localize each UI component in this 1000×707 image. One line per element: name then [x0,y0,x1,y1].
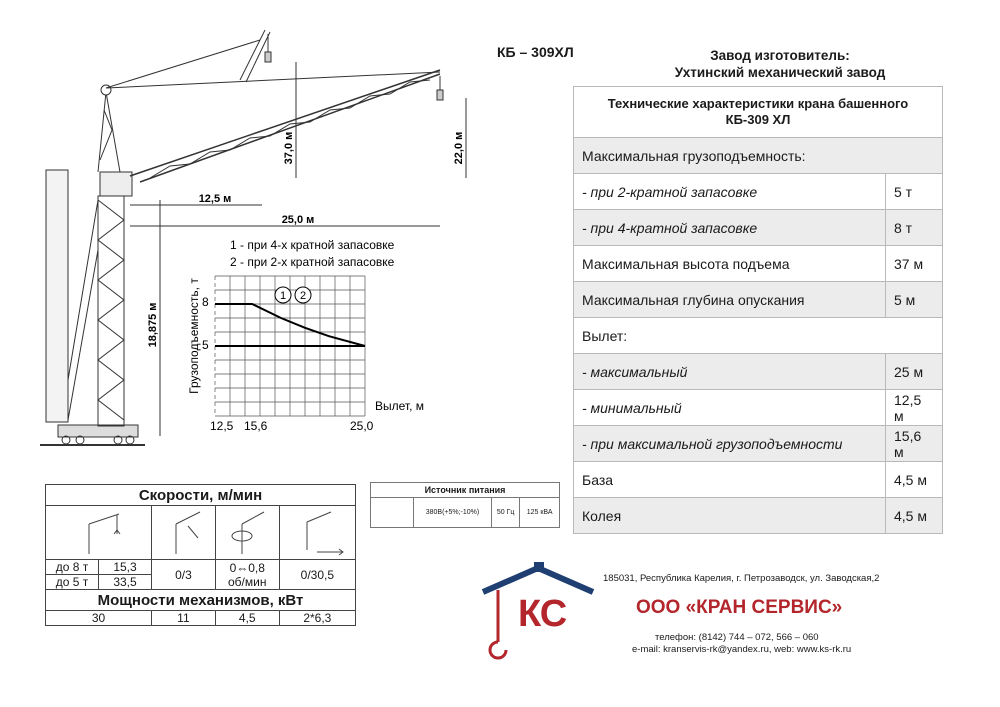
spec-row [574,174,943,210]
speeds-table [45,484,356,626]
spec-row [574,282,943,318]
spec-row-label: Максимальная высота подъема [574,246,886,282]
manufacturer-label: Завод изготовитель: [710,48,850,63]
chart-ytick-8: 8 [202,295,209,309]
company-name: ООО «КРАН СЕРВИС» [636,597,843,618]
spec-row-value: 5 м [886,282,943,318]
spec-row-label: - при максимальной грузоподъемности [574,426,886,462]
power-frequency: 50 Гц [491,498,519,528]
slew-icon [215,506,279,560]
hook-block [437,90,443,100]
power-title: Мощности механизмов, кВт [46,590,356,611]
chart-marker-1: 1 [280,290,287,302]
crane-model-title: КБ – 309ХЛ [497,44,574,60]
spec-row-value: 15,6 м [886,426,943,462]
power-travel: 2*6,3 [279,611,355,626]
ballast-block [46,170,68,422]
hoist-value-8t: 15,3 [99,560,152,575]
cab [100,172,132,196]
spec-row-value: 4,5 м [886,462,943,498]
chart-xlabel: Вылет, м [375,399,424,413]
dim-hook-height: 22,0 м [453,131,465,165]
spec-row [574,354,943,390]
spec-row-label: Колея [574,498,886,534]
spec-row [574,138,943,174]
power-source-table [370,482,560,528]
power-kva: 125 кВА [520,498,560,528]
spec-row-value: 5 т [886,174,943,210]
spec-row-label: Максимальная грузоподъемность: [574,138,943,174]
spec-row-label: - при 4-кратной запасовке [574,210,886,246]
speeds-title: Скорости, м/мин [46,485,356,506]
spec-row [574,426,943,462]
chart-ytick-5: 5 [202,338,209,352]
luff-speed: 0/3 [152,560,216,590]
spec-row-value: 37 м [886,246,943,282]
chart-ylabel: Грузоподъемность, т [187,278,201,394]
hoist-label-8t: до 8 т [46,560,99,575]
spec-row [574,318,943,354]
spec-row-label: - максимальный [574,354,886,390]
hoist-icon [46,506,152,560]
power-voltage: 380В(+5%;-10%) [414,498,492,528]
power-luff: 11 [152,611,216,626]
spec-table [573,86,943,534]
slew-speed: 0⇔0,8 об/мин [215,560,279,590]
chart-legend-1: 1 - при 4-х кратной запасовке [230,238,395,252]
hook-block-top [265,52,271,62]
hoist-value-5t: 33,5 [99,575,152,590]
chart-xtick-15-6: 15,6 [244,419,268,433]
spec-row [574,246,943,282]
hoist-label-5t: до 5 т [46,575,99,590]
spec-row [574,210,943,246]
spec-row-value: 4,5 м [886,498,943,534]
spec-row-label: Вылет: [574,318,943,354]
chart-legend-2: 2 - при 2-х кратной запасовке [230,255,395,269]
spec-row-label: - при 2-кратной запасовке [574,174,886,210]
manufacturer-name: Ухтинский механический завод [674,65,886,80]
spec-row [574,462,943,498]
crane-base [58,425,138,437]
dim-min-reach: 12,5 м [198,193,232,205]
travel-speed: 0/30,5 [279,560,355,590]
dim-max-reach: 25,0 м [281,214,315,226]
power-hoist: 30 [46,611,152,626]
spec-row [574,390,943,426]
spec-row-value: 12,5 м [886,390,943,426]
spec-row-label: - минимальный [574,390,886,426]
spec-table-title: Технические характеристики крана башенного КБ-309 ХЛ [574,87,943,138]
power-source-title: Источник питания [371,483,560,498]
company-email: e-mail: kranservis-rk@yandex.ru, web: www.ks-rk.ru [632,644,852,655]
spec-row-value: 8 т [886,210,943,246]
spec-row-label: База [574,462,886,498]
company-phone: телефон: (8142) 744 – 072, 566 – 060 [655,632,819,643]
dim-jib-height: 37,0 м [283,131,295,165]
logo-text: КС [518,593,567,635]
dim-tower-height: 18,875 м [147,302,159,348]
power-slew: 4,5 [215,611,279,626]
chart-xtick-25: 25,0 [350,419,374,433]
travel-icon [279,506,355,560]
load-chart [180,236,430,436]
chart-xtick-12-5: 12,5 [210,419,234,433]
spec-row [574,498,943,534]
company-address: 185031, Республика Карелия, г. Петрозаводск, ул. Заводская,2 [603,573,880,584]
spec-row-label: Максимальная глубина опускания [574,282,886,318]
spec-row-value: 25 м [886,354,943,390]
chart-marker-2: 2 [300,290,307,302]
luff-icon [152,506,216,560]
